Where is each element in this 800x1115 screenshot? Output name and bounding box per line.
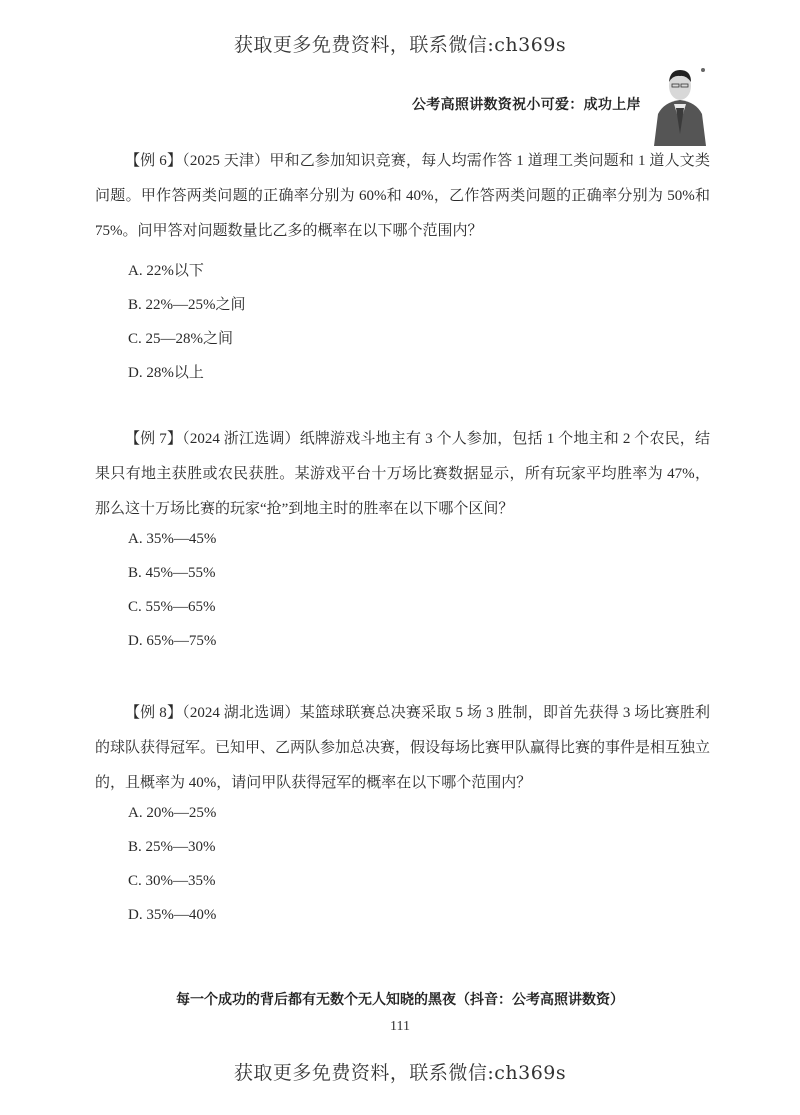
question-7-text: 【例 7】（2024 浙江选调）纸牌游戏斗地主有 3 个人参加，包括 1 个地主和 2 个农民，结果只有地主获胜或农民获胜。某游戏平台十万场比赛数据显示，所有玩家平均胜率为 47%，那么这十万场比赛的玩家“抢”到地主时的胜率在以下哪个区间？ (95, 431, 710, 517)
question-6-option-c: C. 25—28%之间 (128, 331, 234, 347)
question-6-option-b: B. 22%—25%之间 (128, 297, 246, 313)
watermark-bottom: 获取更多免费资料，联系微信:ch369s (233, 1062, 567, 1084)
watermark-top: 获取更多免费资料，联系微信:ch369s (233, 34, 567, 56)
question-8-option-c: C. 30%—35% (128, 873, 216, 889)
footer-motto: 每一个成功的背后都有无数个无人知晓的黑夜（抖音：公考高照讲数资） (176, 992, 624, 1008)
question-6-option-a: A. 22%以下 (128, 263, 204, 279)
question-7-option-a: A. 35%—45% (128, 531, 217, 547)
question-6 (95, 144, 710, 249)
header-slogan: 公考高照讲数资祝小可爱：成功上岸 (412, 97, 641, 113)
question-8 (95, 696, 710, 801)
question-6-text: 【例 6】（2025 天津）甲和乙参加知识竞赛，每人均需作答 1 道理工类问题和 1 道人文类问题。甲作答两类问题的正确率分别为 60%和 40%，乙作答两类问题的正确率分别为 50%和 75%。问甲答对问题数量比乙多的概率在以下哪个范围内？ (95, 153, 710, 239)
question-7 (95, 422, 710, 527)
question-8-option-a: A. 20%—25% (128, 805, 217, 821)
instructor-portrait-image (648, 64, 712, 146)
question-7-option-b: B. 45%—55% (128, 565, 216, 581)
question-8-option-b: B. 25%—30% (128, 839, 216, 855)
question-8-text: 【例 8】（2024 湖北选调）某篮球联赛总决赛采取 5 场 3 胜制，即首先获得 3 场比赛胜利的球队获得冠军。已知甲、乙两队参加总决赛，假设每场比赛甲队赢得比赛的事件是相互独立的，且概率为 40%，请问甲队获得冠军的概率在以下哪个范围内？ (95, 705, 711, 791)
question-7-option-d: D. 65%—75% (128, 633, 217, 649)
question-6-option-d: D. 28%以上 (128, 365, 204, 381)
page-number: 111 (390, 1019, 410, 1034)
question-8-option-d: D. 35%—40% (128, 907, 217, 923)
question-7-option-c: C. 55%—65% (128, 599, 216, 615)
